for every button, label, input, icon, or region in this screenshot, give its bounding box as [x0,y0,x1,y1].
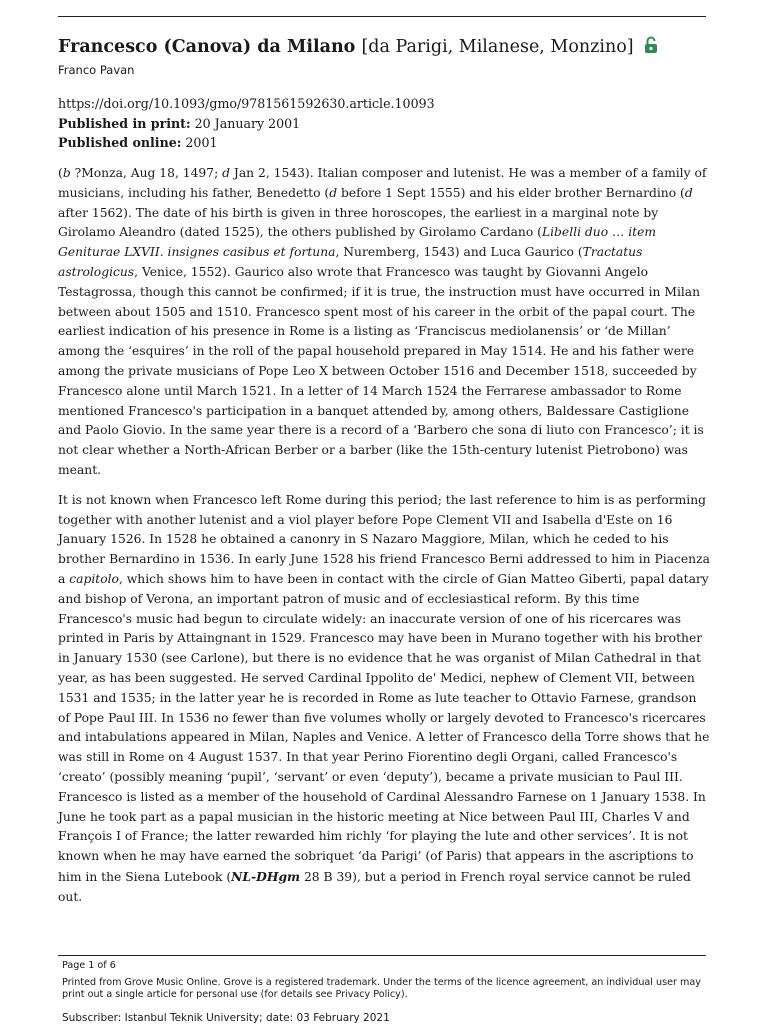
article-header [58,34,712,78]
published-in-print [58,114,435,134]
top-rule [58,16,706,17]
subscriber-info: Subscriber: Istanbul Teknik University; date: 03 February 2021 [62,1011,390,1024]
emphasis-text: d [329,185,338,200]
emphasis-text: NL-DHgm [231,868,301,884]
published-online [58,133,435,153]
open-lock-icon[interactable] [644,36,658,54]
paragraph-2: It is not known when Francesco left Rome during this period; the last reference to him is as performing together with another lutenist and a viol player before Pope Clement VII and Isabella d'Este on 16 January 1526. In 1528 he obtained a canonry in S Nazaro Maggiore, Milan, which he ceded to his brother Bernardino in 1536. In early June 1528 his friend Francesco Berni addressed to him in Piacenza a capitolo, which shows him to have been in contact with the circle of Gian Matteo Giberti, papal datary and bishop of Verona, an important patron of music and of ecclesiastical reform. By this time Francesco's music had begun to circulate widely: an inaccurate version of one of his ricercares was printed in Paris by Attaingnant in 1529. Francesco may have been in Murano together with his brother in January 1530 (see Carlone), but there is no evidence that he was organist of Milan Cathedral in that year, as has been suggested. He served Cardinal Ippolito de' Medici, nephew of Clement VII, between 1531 and 1535; in the latter year he is recorded in Rome as lute teacher to Ottavio Farnese, grandson of Pope Paul III. In 1536 no fewer than five volumes wholly or largely devoted to Francesco's ricercares and intabulations appeared in Milan, Naples and Venice. A letter of Francesco della Torre shows that he was still in Rome on 4 August 1537. In that year Perino Fiorentino degli Organi, called Francesco's ‘creato’ (possibly meaning ‘pupil’, ‘servant’ or even ‘deputy’), became a private musician to Paul III. Francesco is listed as a member of the household of Cardinal Alessandro Farnese on 1 January 1538. In June he took part as a papal musician in the historic meeting at Nice between Paul III, Charles V and François I of France; the latter rewarded him richly ‘for playing the lute and other services’. It is not known when he may have earned the sobriquet ‘da Parigi’ (of Paris) that appears in the ascriptions to him in the Siena Lutebook (NL-DHgm 28 B 39), but a period in French royal service cannot be ruled out. [58,492,710,904]
print-date: 20 January 2001 [194,115,301,131]
emphasis-text: Tractatus astrologicus [58,245,643,279]
page-footer [62,960,712,1024]
paragraph-1: (b ?Monza, Aug 18, 1497; d Jan 2, 1543). Italian composer and lutenist. He was a member of a family of musicians, including his father, Benedetto (d before 1 Sept 1555) and his elder brother Bernardino (d after 1562). The date of his birth is given in three horoscopes, the earliest in a marginal note by Girolamo Aleandro (dated 1525), the others published by Girolamo Cardano (Libelli duo … item Geniturae LXVII. insignes casibus et fortuna, Nuremberg, 1543) and Luca Gaurico (Tractatus astrologicus, Venice, 1552). Gaurico also wrote that Francesco was taught by Giovanni Angelo Testagrossa, though this cannot be confirmed; if it is true, the instruction must have occurred in Milan between about 1505 and 1510. Francesco spent most of his career in the orbit of the papal court. The earliest indication of his presence in Rome is a listing as ‘Franciscus mediolanensis’ or ‘de Millan’ among the ‘esquires’ in the roll of the papal household prepared in May 1514. He and his father were among the private musicians of Pope Leo X between October 1516 and December 1518, succeeded by Francesco alone until March 1521. In a letter of 14 March 1524 the Ferrarese ambassador to Rome mentioned Francesco's participation in a banquet attended by, among others, Baldessare Castiglione and Paolo Giovio. In the same year there is a record of a ‘Barbero che sona di liuto con Francesco’; it is not clear whether a North-African Berber or a barber (like the 15th-century lutenist Pietrobono) was meant. [58,166,707,477]
article-body [58,164,711,917]
page-title [58,34,712,60]
doi-link[interactable]: https://doi.org/10.1093/gmo/9781561592630.article.10093 [58,96,435,111]
author-name: Franco Pavan [58,63,135,77]
footer-rule [58,955,706,956]
online-date: 2001 [185,135,218,150]
emphasis-text: d [222,166,230,180]
emphasis-text: b [62,166,71,180]
page-number: Page 1 of 6 [62,960,116,971]
title-main: Francesco (Canova) da Milano [58,37,356,57]
emphasis-text: Libelli duo … item Geniturae LXVII. insignes casibus et fortuna [58,225,657,260]
publication-meta [58,94,435,153]
print-label: Published in print: [58,115,191,131]
title-alternate-names: [da Parigi, Milanese, Monzino] [361,37,634,57]
online-label: Published online: [58,135,182,150]
license-notice: Printed from Grove Music Online. Grove is a registered trademark. Under the terms of the licence agreement, an individual user may print out a single article for personal use (for details see Privacy Policy). [62,976,701,1000]
emphasis-text: d [684,185,693,200]
emphasis-text: capitolo [69,571,119,586]
